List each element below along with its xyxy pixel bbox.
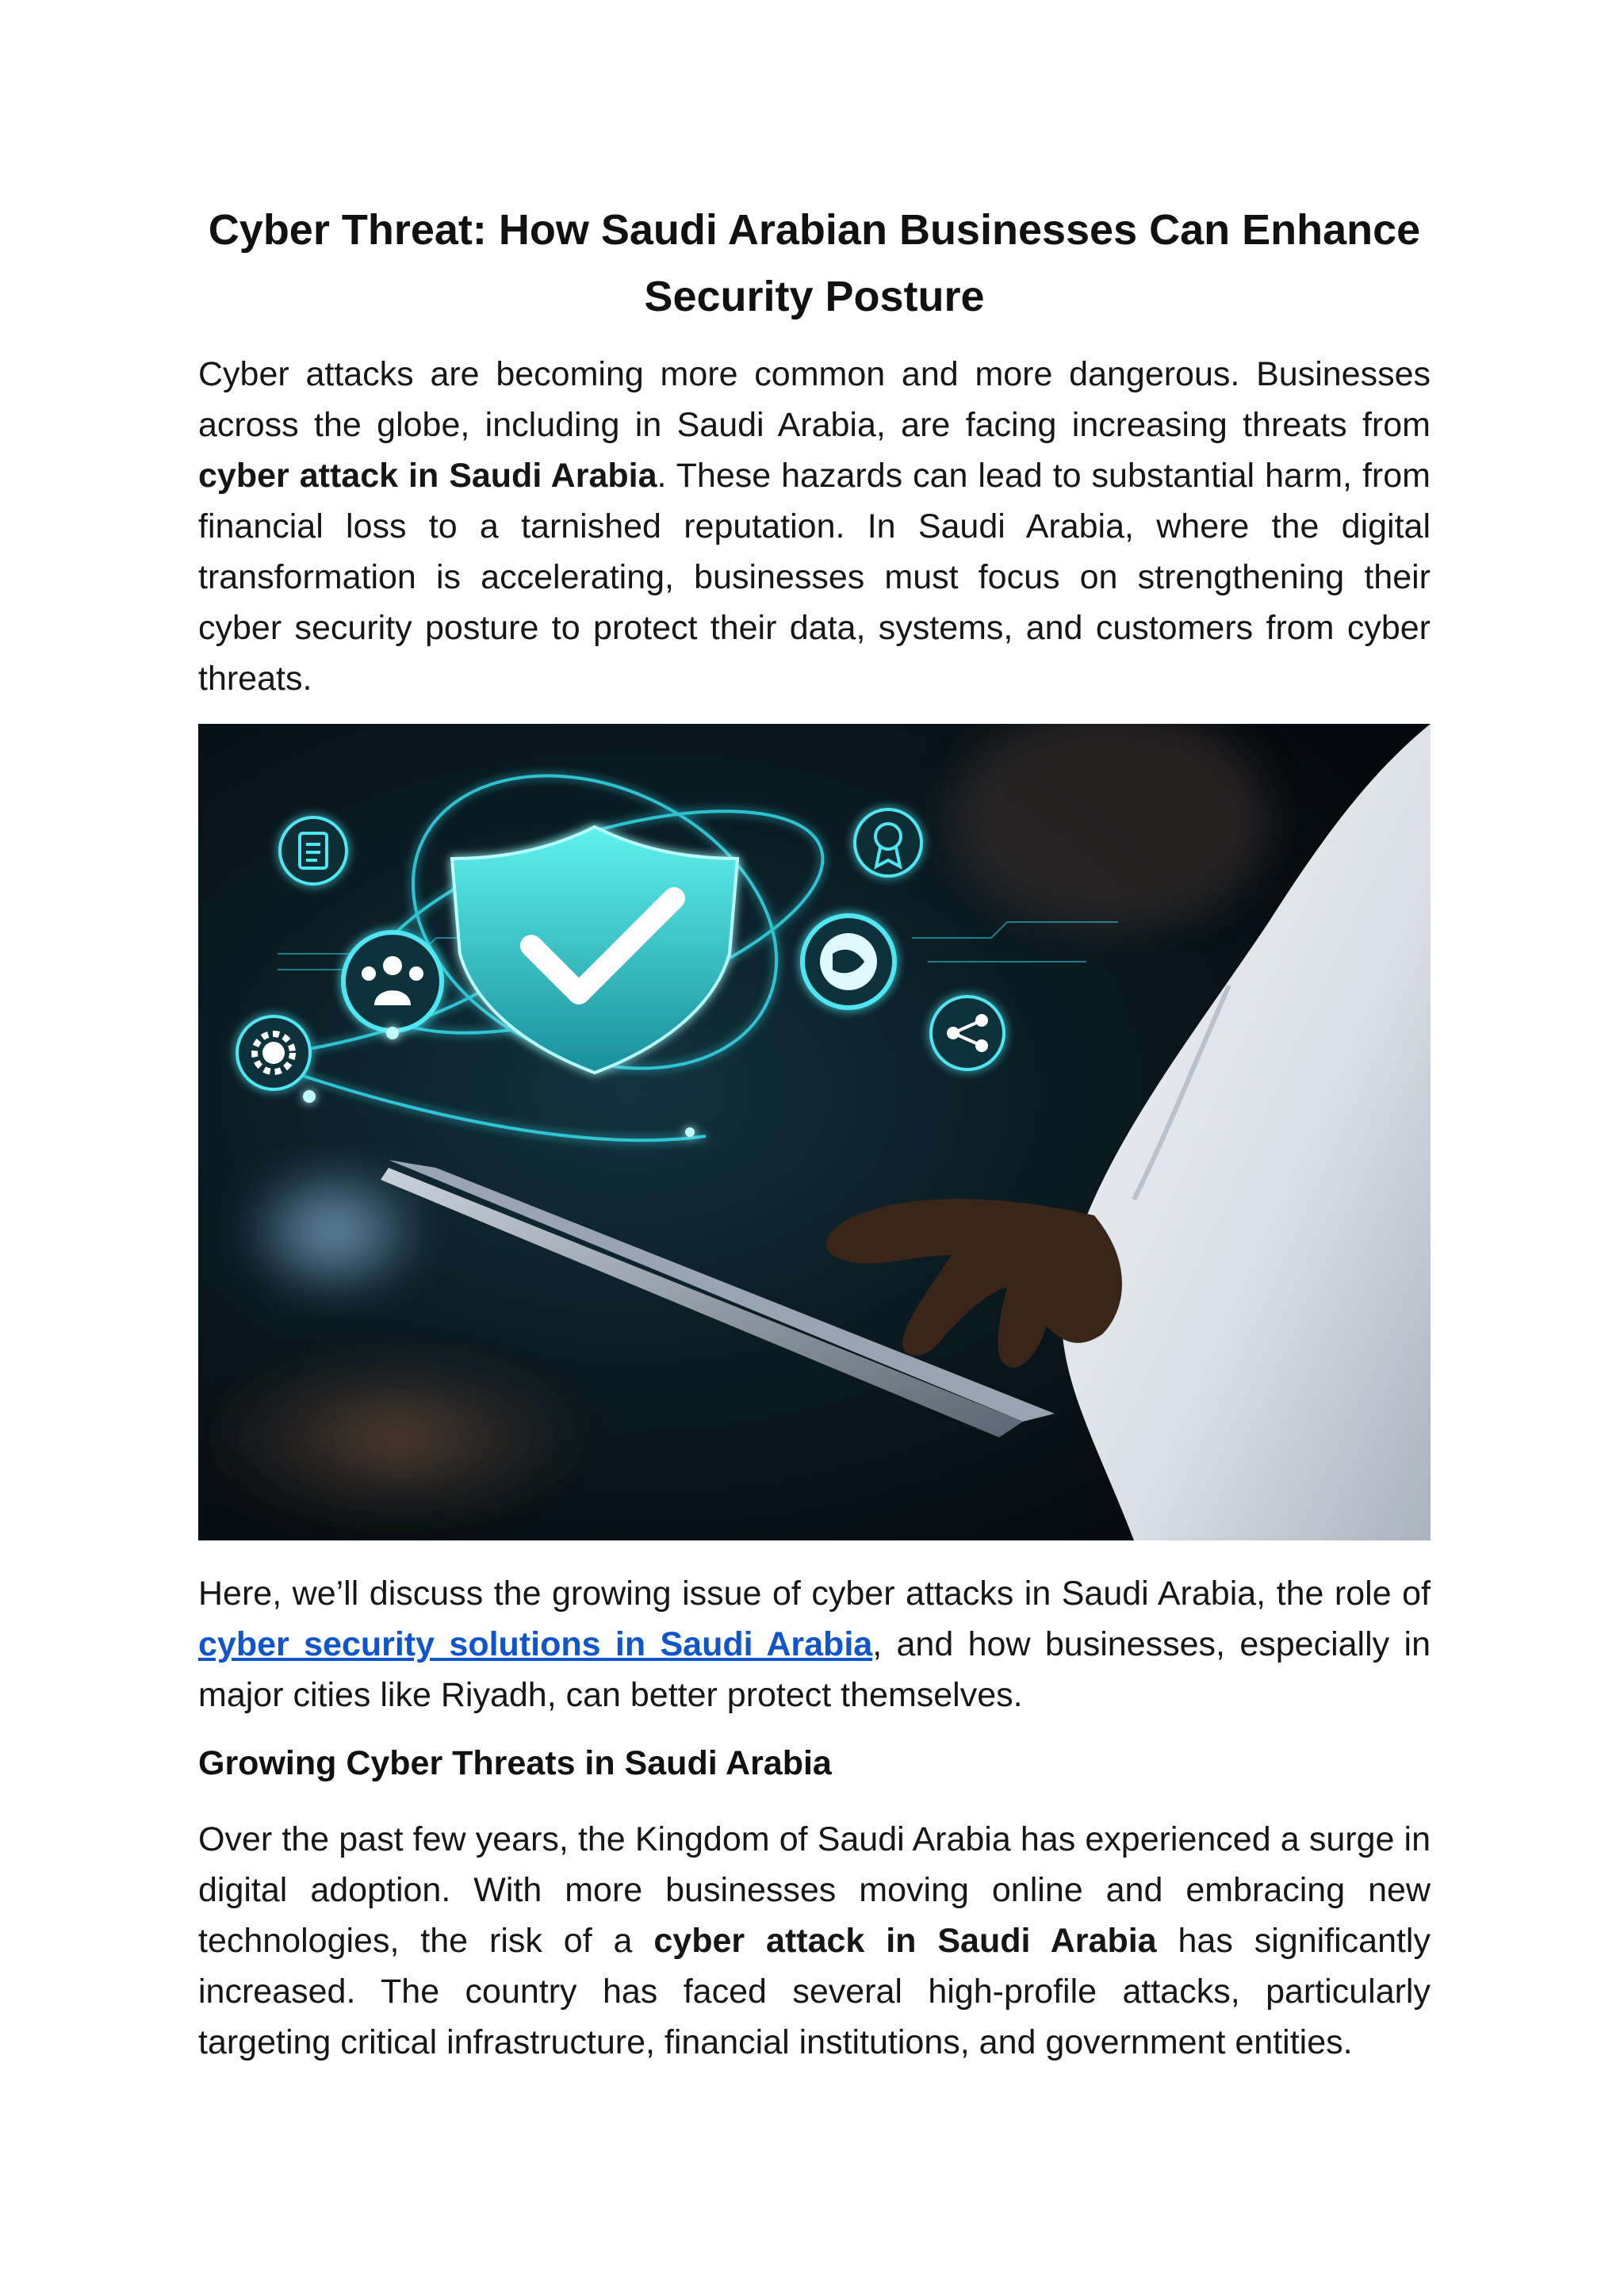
intro-paragraph <box>198 349 1431 704</box>
discuss-text-2: , and how businesses, especially in major cities like Riyadh, can better protect themselves. <box>198 1625 1431 1714</box>
document-icon <box>280 817 347 884</box>
gear-icon <box>237 1016 310 1089</box>
growth-text-2: has significantly increased. The country has faced several high-profile attacks, particularly targeting critical infrastructure, financial institutions, and government entities. <box>198 1922 1431 2061</box>
growth-bold-keyword: cyber attack in Saudi Arabia <box>653 1922 1157 1960</box>
growth-paragraph <box>198 1814 1431 2068</box>
intro-bold-keyword: cyber attack in Saudi Arabia <box>198 457 657 495</box>
document-title: Cyber Threat: How Saudi Arabian Businesses Can Enhance Security Posture <box>208 206 1421 320</box>
hero-image <box>198 724 1431 1540</box>
cyber-security-solutions-link[interactable]: cyber security solutions in Saudi Arabia <box>198 1625 873 1663</box>
intro-text-1: Cyber attacks are becoming more common and more dangerous. Businesses across the globe, including in Saudi Arabia, are facing increasing threats from <box>198 355 1431 444</box>
discussion-paragraph <box>198 1568 1431 1720</box>
people-group-icon <box>343 932 442 1031</box>
growth-text-1: Over the past few years, the Kingdom of Saudi Arabia has experienced a surge in digital adoption. With more businesses moving online and embracing new technologies, the risk of a <box>198 1820 1431 1960</box>
section-heading: Growing Cyber Threats in Saudi Arabia <box>198 1744 832 1782</box>
intro-text-2: . These hazards can lead to substantial harm, from financial loss to a tarnished reputation. In Saudi Arabia, where the digital transformation is accelerating, businesses must focus on strengthening their cyber security posture to protect their data, systems, and customers from cyber threats. <box>198 457 1431 698</box>
share-icon <box>931 997 1004 1070</box>
award-badge-icon <box>855 809 921 876</box>
globe-icon <box>802 916 894 1008</box>
discuss-text-1: Here, we’ll discuss the growing issue of cyber attacks in Saudi Arabia, the role of <box>198 1575 1431 1613</box>
